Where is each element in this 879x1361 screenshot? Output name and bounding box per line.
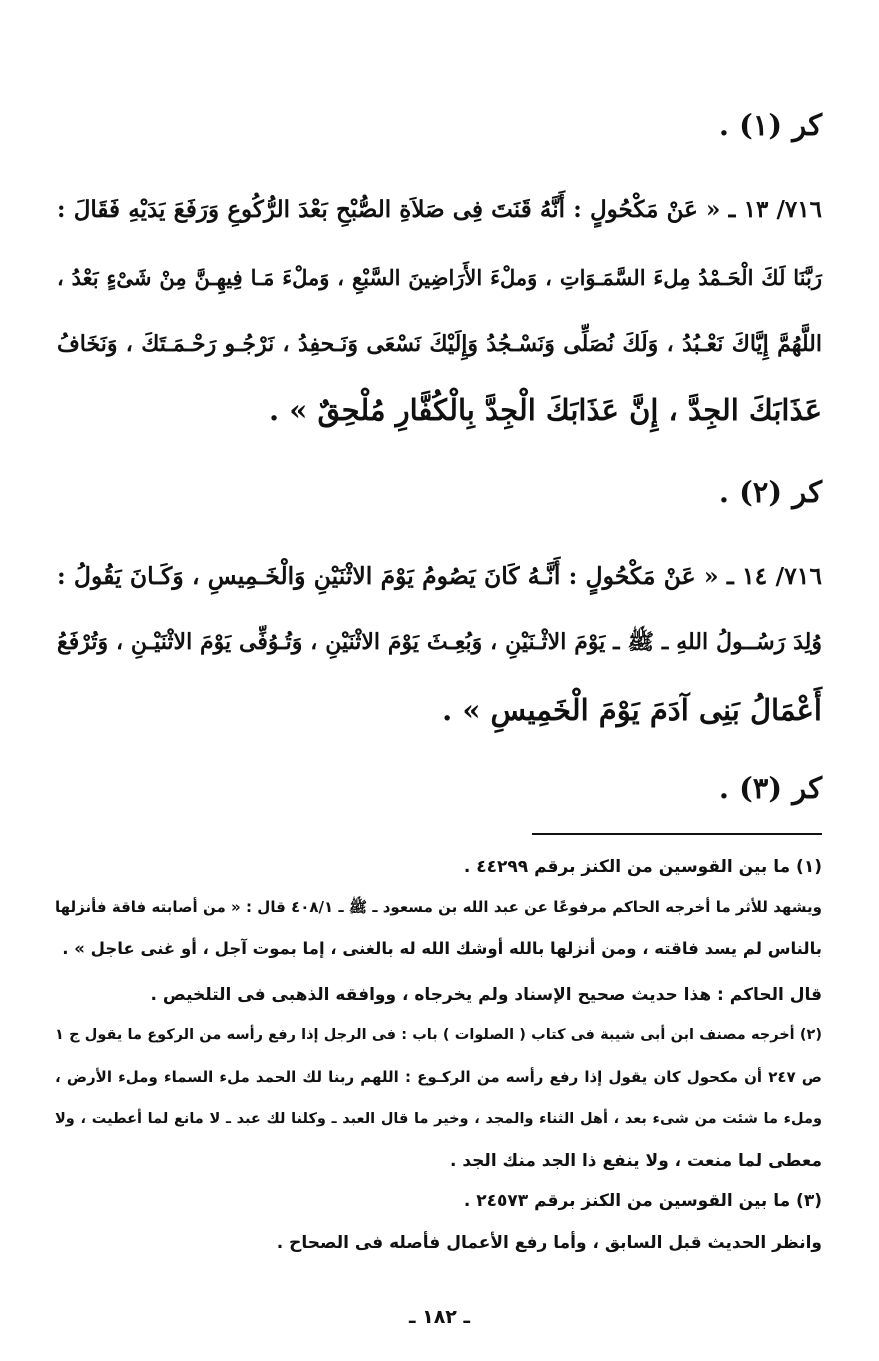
footnote-1-text-line-1: ويشهد للأثر ما أخرجه الحاكم مرفوعًا عن عبد الله بن مسعود ـ ﷺ ـ ٤٠٨/١ قال : « من أصابته فاقة فأنزلها [55, 898, 822, 916]
hadith-13-line-1: ٧١٦/ ١٣ ـ « عَنْ مَكْحُولٍ : أَنَّهُ قَنَتَ فِى صَلاَةِ الصُّبْحِ بَعْدَ الرُّكُوعِ وَرَفَعَ يَدَيْهِ فَقَالَ : [57, 196, 822, 223]
footnote-3: (٣) ما بين القوسين من الكنز برقم ٢٤٥٧٣ . [463, 1191, 822, 1211]
footnote-2: (٢) أخرجه مصنف ابن أبى شيبة فى كتاب ( الصلوات ) باب : فى الرجل إذا رفع رأسه من الركوع ما يقول ج ١ [55, 1027, 822, 1043]
footnote-2-text-line-2: وملء ما شئت من شىء بعد ، أهل الثناء والمجد ، وخير ما قال العبد ـ وكلنا لك عبد ـ لا مانع لما أعطيت ، ولا [55, 1111, 822, 1127]
source-reference-1: كر (١) . [718, 108, 822, 142]
hadith-14-line-3: أَعْمَالُ بَنِى آدَمَ يَوْمَ الْخَمِيسِ » . [442, 693, 822, 727]
footnote-2-text-line-3: معطى لما منعت ، ولا ينفع ذا الجد منك الجد . [449, 1151, 822, 1171]
footnote-2-text-line-1: ص ٢٤٧ أن مكحول كان يقول إذا رفع رأسه من الركـوع : اللهم ربنا لك الحمد ملء السماء وملء الأرض ، [55, 1068, 822, 1086]
page-number: ـ ١٨٢ ـ [408, 1306, 470, 1328]
source-reference-2: كر (٢) . [718, 475, 822, 509]
footnote-1-text-line-2: بالناس لم يسد فاقته ، ومن أنزلها بالله أوشك الله له بالغنى ، إما بموت آجل ، أو غنى عاجل » . [62, 939, 822, 958]
hadith-13-line-3: اللَّهُمَّ إِيَّاكَ نَعْـبُدُ ، وَلَكَ نُصَلِّى وَنَسْـجُدُ وَإِلَيْكَ نَسْعَى وَنَـحفِدُ ، نَرْجُـو رَحْـمَـتَكَ ، وَنَخَافُ [57, 331, 822, 357]
hadith-13-line-2: رَبَّنَا لَكَ الْحَـمْدُ مِلءَ السَّمَـوَاتِ ، وَملْءَ الأَرَاضِينَ السَّبْعِ ، وَملْءَ مَـا فِيهِـنَّ مِنْ شَىْءٍ بَعْدُ ، [57, 265, 822, 290]
footnote-1: (١) ما بين القوسين من الكنز برقم ٤٤٢٩٩ . [463, 857, 822, 877]
hadith-14-line-1: ٧١٦/ ١٤ ـ « عَنْ مَكْحُولٍ : أَنَّـهُ كَانَ يَصُومُ يَوْمَ الاثْنَيْنِ وَالْخَـمِيسِ ، وَكَـانَ يَقُولُ : [57, 562, 822, 590]
footnote-divider [532, 833, 822, 835]
footnote-1-text-line-3: قال الحاكم : هذا حديث صحيح الإسناد ولم يخرجاه ، ووافقه الذهبى فى التلخيص . [150, 985, 822, 1005]
source-reference-3: كر (٣) . [718, 771, 822, 805]
footnote-3-text-line-1: وانظر الحديث قبل السابق ، وأما رفع الأعمال فأصله فى الصحاح . [276, 1233, 822, 1253]
hadith-14-line-2: وُلِدَ رَسُــولُ اللهِ ـ ﷺ ـ يَوْمَ الاثْـنَيْنِ ، وَبُعِـثَ يَوْمَ الاثْنَيْنِ ، وَتُـوُفِّى يَوْمَ الاثْنَيْـنِ ، وَتُرْفَعُ [57, 629, 822, 655]
hadith-13-line-4: عَذَابَكَ الجِدَّ ، إِنَّ عَذَابَكَ الْجِدَّ بِالْكُفَّارِ مُلْحِقٌ » . [269, 393, 822, 427]
